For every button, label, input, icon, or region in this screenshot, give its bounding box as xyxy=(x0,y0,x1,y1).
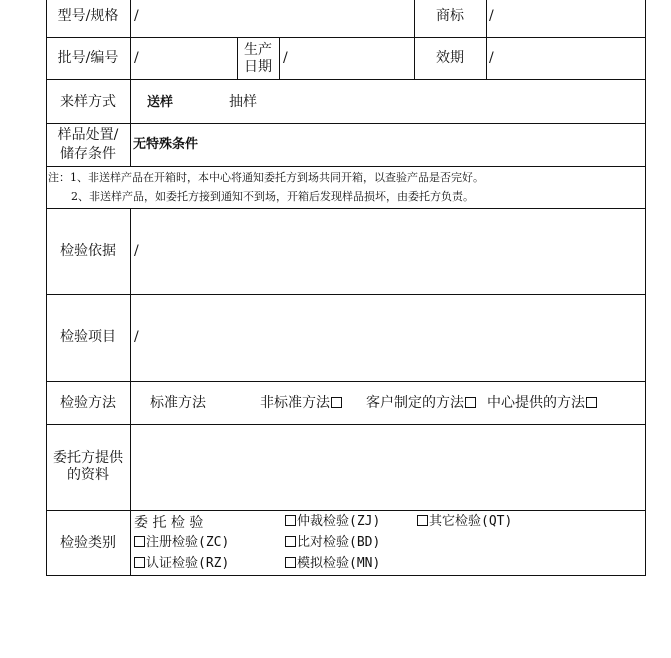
category-comparison-label: 比对检验(BD) xyxy=(297,535,381,550)
category-comparison[interactable] xyxy=(284,535,380,551)
method-option-standard[interactable] xyxy=(150,395,206,411)
sampling-option-draw[interactable]: 抽样 xyxy=(229,94,257,110)
storage-condition-value[interactable]: 无特殊条件 xyxy=(133,137,199,152)
inspection-method-label: 检验方法 xyxy=(60,395,116,411)
production-date-label-line2: 日期 xyxy=(244,59,272,75)
checkbox-icon[interactable] xyxy=(134,557,145,568)
checkbox-icon[interactable] xyxy=(331,397,342,408)
label-column-divider xyxy=(130,208,131,576)
category-simulation-label: 模拟检验(MN) xyxy=(297,556,381,571)
batch-number-value[interactable]: / xyxy=(134,50,139,66)
checkbox-icon[interactable] xyxy=(465,397,476,408)
sampling-option-send[interactable]: 送样 xyxy=(147,95,174,110)
method-option-customer[interactable] xyxy=(366,395,477,411)
note-line-1: 注：1、非送样产品在开箱时，本中心将通知委托方到场共同开箱，以查验产品是否完好。 xyxy=(48,171,484,184)
expiry-value[interactable]: / xyxy=(489,50,494,66)
inspection-basis-value[interactable]: / xyxy=(134,243,139,259)
production-date-value[interactable]: / xyxy=(283,50,288,66)
table-border-right xyxy=(645,0,646,576)
category-other-label: 其它检验(QT) xyxy=(429,514,513,529)
row-divider xyxy=(46,424,646,425)
inspection-category-label: 检验类别 xyxy=(60,535,116,551)
row-divider xyxy=(46,294,646,295)
client-materials-label-line1: 委托方提供 xyxy=(53,450,123,466)
checkbox-icon[interactable] xyxy=(285,515,296,526)
method-option-center-label: 中心提供的方法 xyxy=(487,395,585,411)
category-registration[interactable] xyxy=(133,535,229,551)
table-border-left xyxy=(46,0,47,576)
storage-label-line2: 储存条件 xyxy=(60,146,116,162)
row-divider xyxy=(46,381,646,382)
client-materials-label-line2: 的资料 xyxy=(67,467,109,483)
storage-label-line1: 样品处置/ xyxy=(57,127,119,143)
method-option-nonstandard[interactable] xyxy=(260,395,343,411)
column-divider xyxy=(279,37,280,79)
model-spec-label: 型号/规格 xyxy=(57,8,119,24)
category-other[interactable] xyxy=(416,514,512,530)
inspection-items-label: 检验项目 xyxy=(60,329,116,345)
category-certification-label: 认证检验(RZ) xyxy=(146,556,230,571)
batch-number-label: 批号/编号 xyxy=(57,50,119,66)
column-divider xyxy=(486,0,487,79)
sampling-method-label: 来样方式 xyxy=(60,94,116,110)
expiry-label: 效期 xyxy=(436,50,464,66)
row-divider xyxy=(46,510,646,511)
category-certification[interactable] xyxy=(133,556,229,572)
row-divider xyxy=(46,37,646,38)
category-simulation[interactable] xyxy=(284,556,380,572)
checkbox-icon[interactable] xyxy=(285,557,296,568)
production-date-label-line1: 生产 xyxy=(244,42,272,58)
method-option-standard-label: 标准方法 xyxy=(150,395,206,411)
category-registration-label: 注册检验(ZC) xyxy=(146,535,230,550)
inspection-basis-label: 检验依据 xyxy=(60,243,116,259)
checkbox-icon[interactable] xyxy=(134,536,145,547)
method-option-center[interactable] xyxy=(487,395,598,411)
inspection-form-table xyxy=(46,0,646,576)
method-option-customer-label: 客户制定的方法 xyxy=(366,395,464,411)
row-divider xyxy=(46,79,646,80)
category-entrusted[interactable]: 委 托 检 验 xyxy=(134,515,204,531)
label-column-divider xyxy=(130,0,131,166)
row-divider xyxy=(46,123,646,124)
brand-label: 商标 xyxy=(436,8,464,24)
row-divider xyxy=(46,166,646,167)
checkbox-icon[interactable] xyxy=(285,536,296,547)
note-line-2: 2、非送样产品，如委托方接到通知不到场，开箱后发现样品损坏，由委托方负责。 xyxy=(71,190,474,203)
category-arbitration[interactable] xyxy=(284,514,380,530)
checkbox-icon[interactable] xyxy=(586,397,597,408)
category-arbitration-label: 仲裁检验(ZJ) xyxy=(297,514,381,529)
inspection-items-value[interactable]: / xyxy=(134,329,139,345)
method-option-nonstandard-label: 非标准方法 xyxy=(260,395,330,411)
model-spec-value[interactable]: / xyxy=(134,8,139,24)
table-border-bottom xyxy=(46,575,646,576)
row-divider xyxy=(46,208,646,209)
brand-value[interactable]: / xyxy=(489,8,494,24)
checkbox-icon[interactable] xyxy=(417,515,428,526)
